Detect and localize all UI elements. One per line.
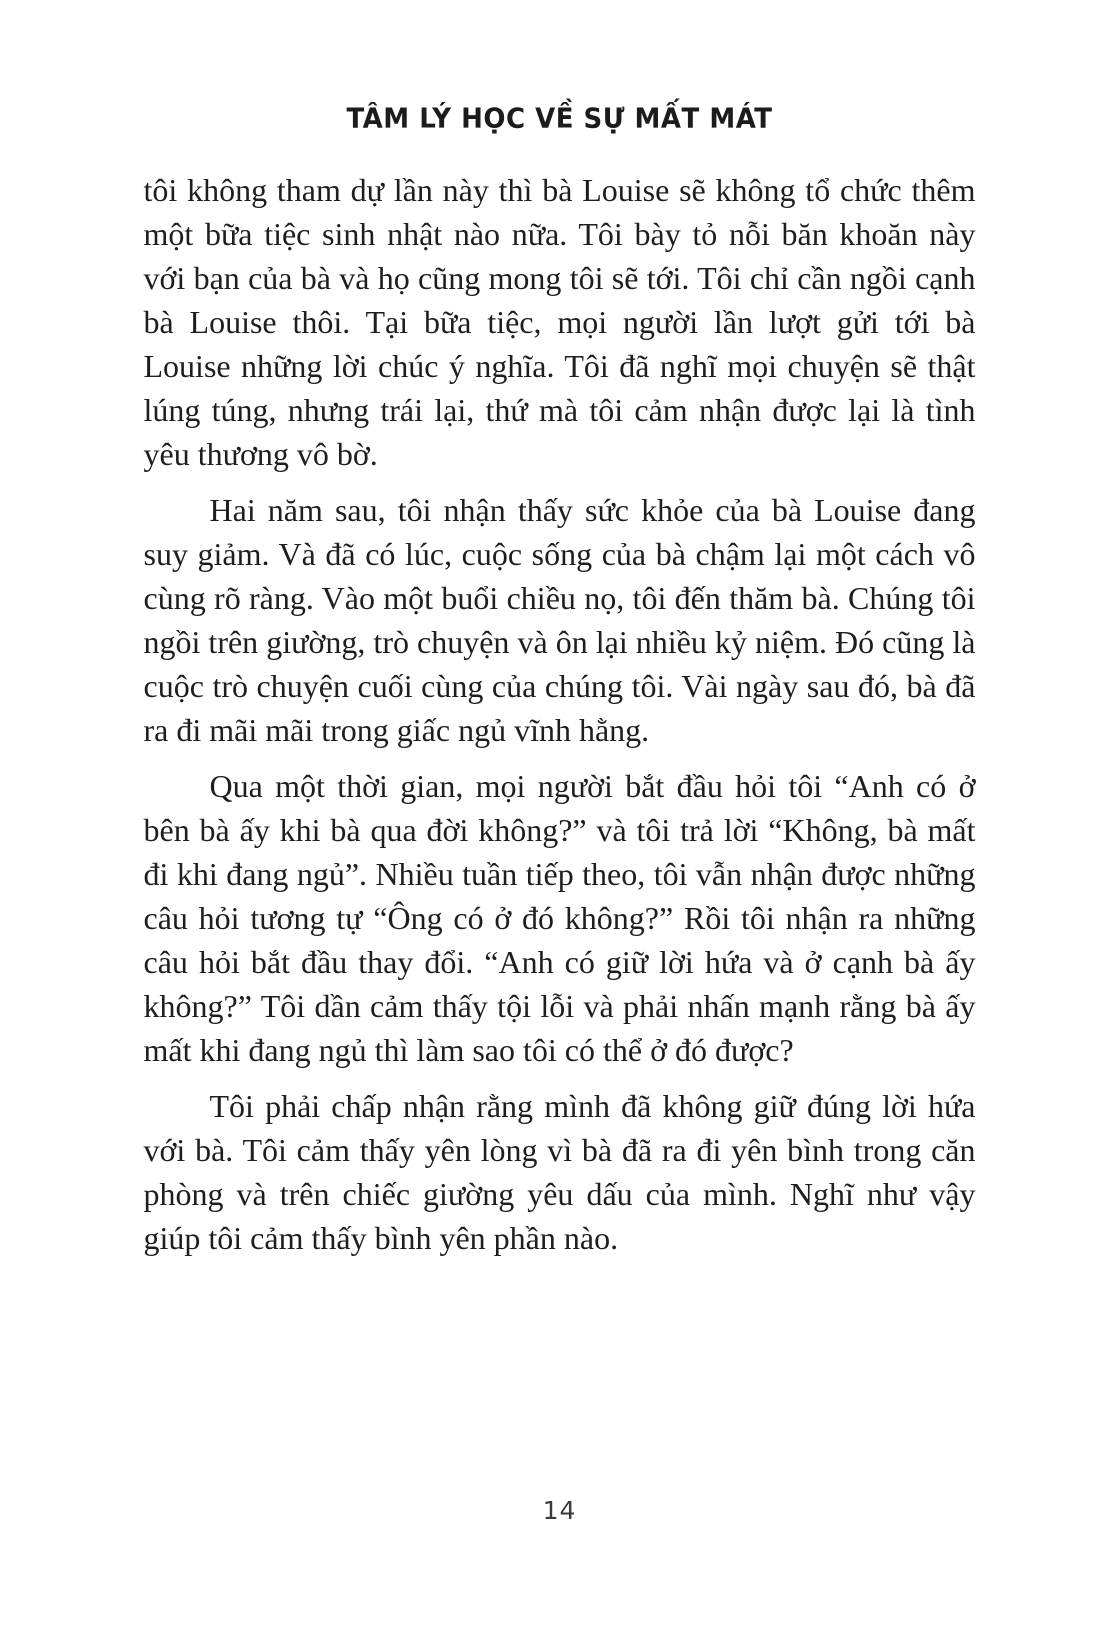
book-title: TÂM LÝ HỌC VỀ SỰ MẤT MÁT [346,103,773,135]
paragraph-3: Qua một thời gian, mọi người bắt đầu hỏi tôi “Anh có ở bên bà ấy khi bà qua đời không?” và tôi trả lời “Không, bà mất đi khi đang ngủ”. Nhiều tuần tiếp theo, tôi vẫn nhận được những câu hỏi tương tự “Ông có ở đó không?” Rồi tôi nhận ra những câu hỏi bắt đầu thay đổi. “Anh có giữ lời hứa và ở cạnh bà ấy không?” Tôi dần cảm thấy tội lỗi và phải nhấn mạnh rằng bà ấy mất khi đang ngủ thì làm sao tôi có thể ở đó được? [143,768,976,1068]
running-header [0,104,1119,134]
paragraph-1: tôi không tham dự lần này thì bà Louise sẽ không tổ chức thêm một bữa tiệc sinh nhật nào nữa. Tôi bày tỏ nỗi băn khoăn này với bạn của bà và họ cũng mong tôi sẽ tới. Tôi chỉ cần ngồi cạnh bà Louise thôi. Tại bữa tiệc, mọi người lần lượt gửi tới bà Louise những lời chúc ý nghĩa. Tôi đã nghĩ mọi chuyện sẽ thật lúng túng, nhưng trái lại, thứ mà tôi cảm nhận được lại là tình yêu thương vô bờ. [143,172,976,472]
page-footer [0,1496,1119,1525]
paragraph-4: Tôi phải chấp nhận rằng mình đã không giữ đúng lời hứa với bà. Tôi cảm thấy yên lòng vì bà đã ra đi yên bình trong căn phòng và trên chiếc giường yêu dấu của mình. Nghĩ như vậy giúp tôi cảm thấy bình yên phần nào. [143,1088,976,1256]
page-text [144,168,976,1260]
page-number: 14 [542,1496,577,1525]
paragraph-2: Hai năm sau, tôi nhận thấy sức khỏe của bà Louise đang suy giảm. Và đã có lúc, cuộc sống của bà chậm lại một cách vô cùng rõ ràng. Vào một buổi chiều nọ, tôi đến thăm bà. Chúng tôi ngồi trên giường, trò chuyện và ôn lại nhiều kỷ niệm. Đó cũng là cuộc trò chuyện cuối cùng của chúng tôi. Vài ngày sau đó, bà đã ra đi mãi mãi trong giấc ngủ vĩnh hằng. [143,492,976,748]
